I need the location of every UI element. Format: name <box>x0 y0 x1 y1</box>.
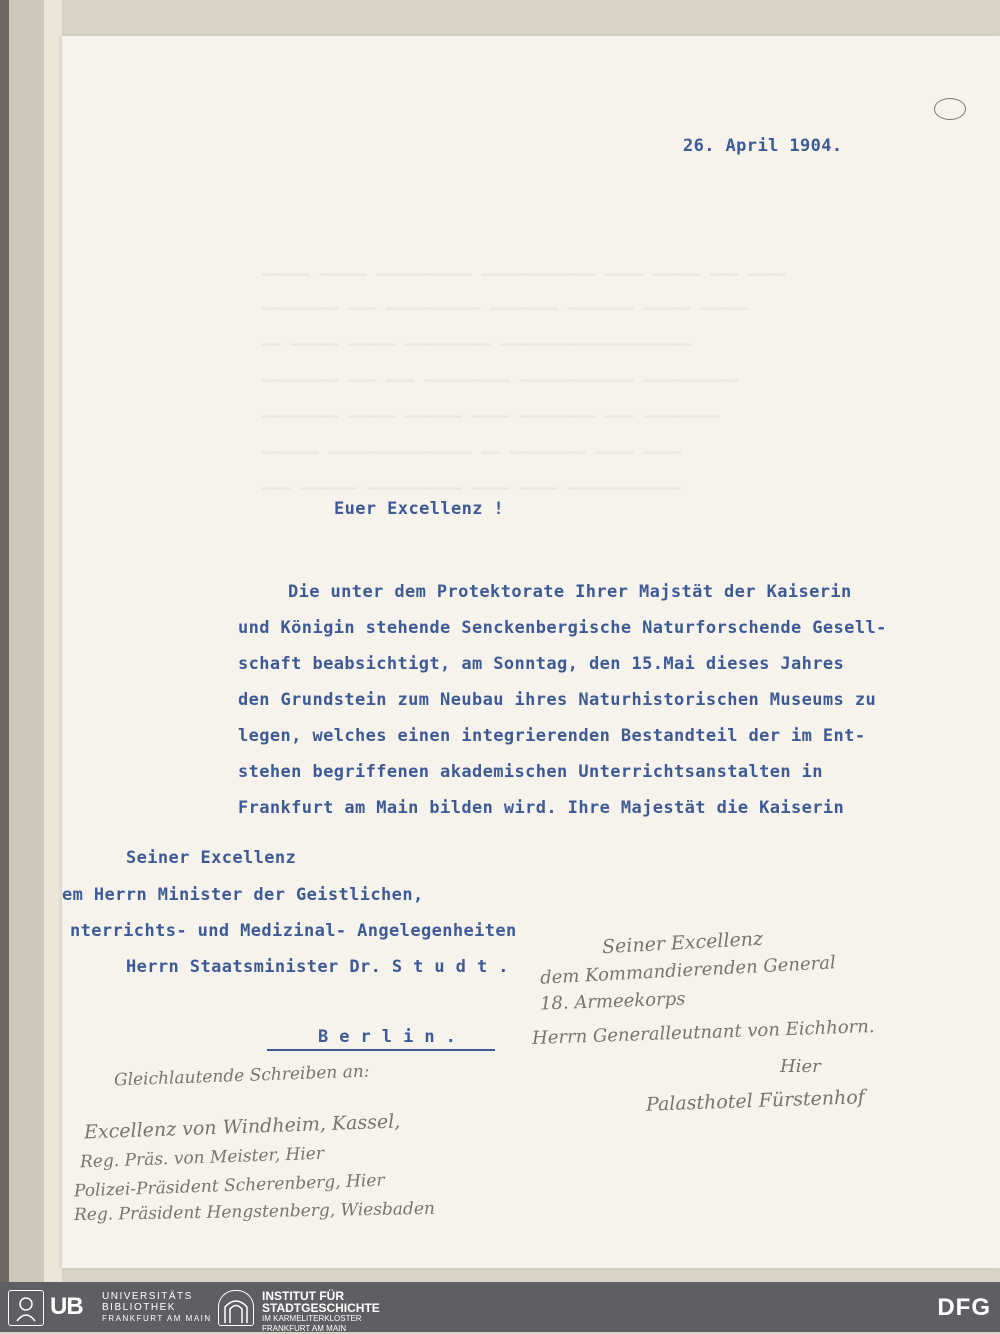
institute-name <box>262 1290 380 1334</box>
bleed-through-text: ▁▁▁▁▁ ▁▁▁▁▁ ▁▁▁▁▁▁▁▁▁▁ ▁▁▁▁▁▁▁▁▁▁▁▁ ▁▁▁▁ ▁▁▁▁▁ ▁▁▁ ▁▁▁▁ <box>262 258 787 276</box>
book-binding <box>0 0 45 1282</box>
ub-seal-icon <box>8 1290 44 1326</box>
handwritten-right-line-3: 18. Armeekorps <box>539 988 686 1015</box>
body-line-3: schaft beabsichtigt, am Sonntag, den 15.Mai dieses Jahres <box>238 654 845 674</box>
salutation: Euer Excellenz ! <box>334 499 505 519</box>
body-line-2: und Königin stehende Senckenbergische Naturforschende Gesell- <box>238 618 887 638</box>
handwritten-right-line-4: Herrn Generalleutnant von Eichhorn. <box>531 1016 875 1049</box>
ub-logo-text: UB <box>50 1293 83 1320</box>
handwritten-right-line-1: Seiner Excellenz <box>601 927 764 959</box>
handwritten-left-line-3: Reg. Präs. von Meister, Hier <box>79 1143 325 1173</box>
address-line-2: em Herrn Minister der Geistlichen, <box>62 885 424 905</box>
bleed-through-text: ▁▁▁▁▁▁▁▁ ▁▁▁ ▁▁▁▁▁▁▁▁▁▁ ▁▁▁▁▁▁▁ ▁▁▁▁▁▁▁ ▁▁▁▁▁ ▁▁▁▁▁ <box>262 292 749 310</box>
handwritten-left-line-4: Polizei-Präsident Scherenberg, Hier <box>73 1170 385 1202</box>
body-line-5: legen, welches einen integrierenden Bestandteil der im Ent- <box>238 726 866 746</box>
binding-edge <box>0 0 9 1282</box>
bleed-through-text: ▁▁▁▁▁▁ ▁▁▁▁▁▁▁▁▁▁▁▁▁▁▁ ▁▁ ▁▁▁▁▁▁▁▁ ▁▁▁▁ ▁▁▁▁ <box>262 436 682 454</box>
city-underline <box>267 1049 495 1051</box>
dfg-logo: DFG <box>937 1294 991 1321</box>
handwritten-right-line-6: Palasthotel Fürstenhof <box>645 1086 866 1116</box>
handwritten-left-line-5: Reg. Präsident Hengstenberg, Wiesbaden <box>73 1198 436 1226</box>
body-line-4: den Grundstein zum Neubau ihres Naturhistorischen Museums zu <box>238 690 877 710</box>
bleed-through-text: ▁▁ ▁▁▁▁▁ ▁▁▁▁▁ ▁▁▁▁▁▁▁▁▁ ▁▁▁▁▁▁▁▁▁▁▁▁▁▁▁▁▁▁▁▁ <box>262 328 691 346</box>
institute-arch-icon <box>218 1290 254 1326</box>
institute-line-2: STADTGESCHICHTE <box>262 1301 380 1315</box>
institute-line-3: IM KARMELITERKLOSTER <box>262 1314 362 1323</box>
body-line-6: stehen begriffenen akademischen Unterrichtsanstalten in <box>238 762 823 782</box>
adjacent-page-edge <box>44 0 63 1282</box>
footer-bar <box>0 1282 1000 1332</box>
body-line-7: Frankfurt am Main bilden wird. Ihre Majestät die Kaiserin <box>238 798 845 818</box>
institute-line-4: FRANKFURT AM MAIN <box>262 1324 347 1333</box>
pencil-circle-mark <box>934 98 966 120</box>
institute-line-1: INSTITUT FÜR <box>262 1289 344 1303</box>
body-line-1: Die unter dem Protektorate Ihrer Majstät der Kaiserin <box>288 582 852 602</box>
ub-name <box>102 1291 212 1324</box>
letter-page <box>62 36 1000 1268</box>
address-line-1: Seiner Excellenz <box>126 848 297 868</box>
bleed-through-text: ▁▁▁▁▁▁▁▁ ▁▁▁ ▁▁▁ ▁▁▁▁▁▁▁▁▁ ▁▁▁▁▁▁▁▁▁▁▁▁ ▁▁▁▁▁▁▁▁▁▁ <box>262 364 739 382</box>
handwritten-left-line-1: Gleichlautende Schreiben an: <box>113 1061 370 1091</box>
ub-name-line-1: UNIVERSITÄTS <box>102 1291 193 1302</box>
ub-name-line-2: BIBLIOTHEK <box>102 1302 176 1313</box>
handwritten-right-line-5: Hier <box>780 1056 821 1077</box>
bleed-through-text: ▁▁▁ ▁▁▁▁▁▁ ▁▁▁▁▁▁▁▁▁▁ ▁▁▁▁ ▁▁▁▁ ▁▁▁▁▁▁▁▁▁▁▁▁ <box>262 472 682 490</box>
address-line-3: nterrichts- und Medizinal- Angelegenheiten <box>70 921 517 941</box>
city-berlin: B e r l i n . <box>318 1027 457 1047</box>
ub-name-line-3: FRANKFURT AM MAIN <box>102 1314 212 1323</box>
bleed-through-text: ▁▁▁▁▁▁▁▁ ▁▁▁▁▁ ▁▁▁▁▁▁ ▁▁▁▁ ▁▁▁▁▁▁▁▁ ▁▁▁ ▁▁▁▁▁▁▁▁ <box>262 400 720 418</box>
address-line-4: Herrn Staatsminister Dr. S t u d t . <box>126 957 509 977</box>
handwritten-right-line-2: dem Kommandierenden General <box>539 952 837 989</box>
handwritten-left-line-2: Excellenz von Windheim, Kassel, <box>83 1110 401 1144</box>
letter-date: 26. April 1904. <box>683 136 843 156</box>
